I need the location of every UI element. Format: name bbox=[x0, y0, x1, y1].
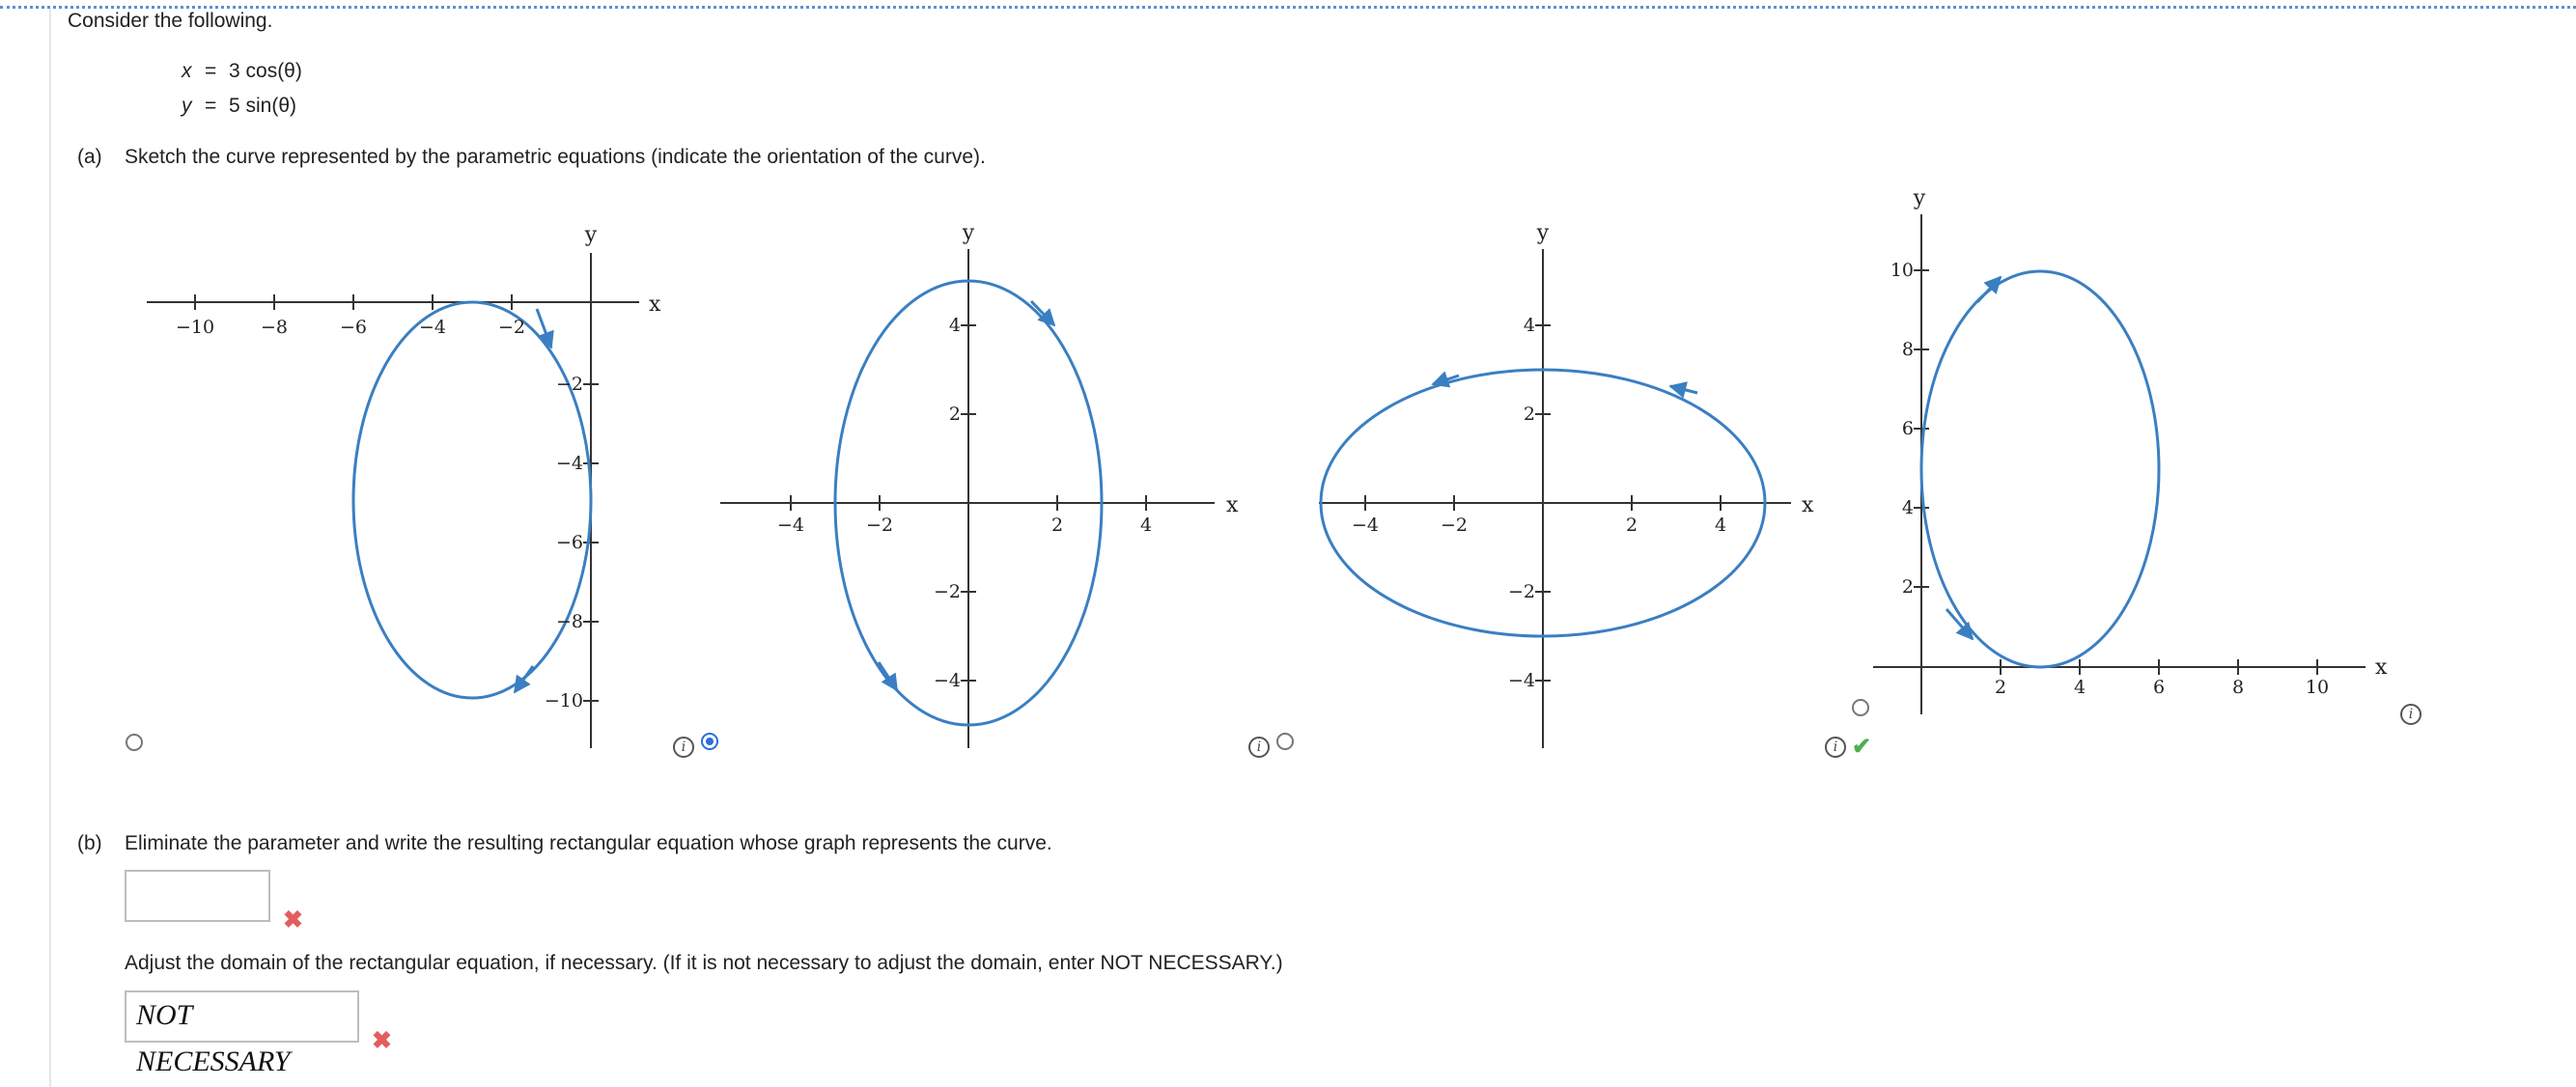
choice-2-radio[interactable] bbox=[701, 733, 718, 750]
choice-4-radio[interactable] bbox=[1852, 699, 1869, 716]
graph1-orientation-arrow bbox=[515, 666, 533, 692]
correct-check-icon: ✔ bbox=[1852, 734, 1872, 760]
graph3-xtick: −2 bbox=[1440, 515, 1469, 536]
graph3-ytick: −4 bbox=[1507, 670, 1535, 691]
rectangular-equation-input[interactable] bbox=[125, 870, 270, 922]
graph3-ytick: 4 bbox=[1523, 315, 1535, 336]
graph3-ytick: −2 bbox=[1507, 581, 1535, 602]
graph4-xtick: 6 bbox=[2152, 677, 2166, 698]
choice-3-info-icon[interactable]: i bbox=[1825, 737, 1846, 758]
graph4-ytick: 2 bbox=[1901, 576, 1914, 598]
choice-2-info-icon[interactable]: i bbox=[1248, 737, 1270, 758]
graph1-xtick: −6 bbox=[339, 317, 368, 338]
eq-y-equals: = bbox=[205, 95, 217, 117]
graph1-ticks bbox=[195, 294, 599, 701]
graph4-ytick: 8 bbox=[1901, 339, 1914, 360]
graph4-y-label: y bbox=[1913, 186, 1926, 210]
domain-input[interactable]: NOT NECESSARY bbox=[125, 990, 359, 1043]
graph3-x-label: x bbox=[1802, 493, 1814, 517]
graph4-xtick: 8 bbox=[2231, 677, 2245, 698]
graph4-xtick: 4 bbox=[2073, 677, 2086, 698]
prompt-text: Consider the following. bbox=[68, 10, 273, 32]
graph4-ticks bbox=[1914, 270, 2317, 675]
graph2-ytick: −2 bbox=[933, 581, 961, 602]
graph4-orientation-arrow bbox=[1977, 277, 2001, 302]
graph3-y-label: y bbox=[1536, 221, 1550, 245]
graph2-x-label: x bbox=[1226, 493, 1239, 517]
graph1-y-label: y bbox=[584, 223, 598, 247]
graph4-ytick: 10 bbox=[1890, 260, 1914, 281]
graph1-xtick: −2 bbox=[497, 317, 526, 338]
eq-y-lhs: y bbox=[182, 95, 192, 117]
incorrect-cross-icon: ✖ bbox=[372, 1027, 392, 1054]
graph1-xtick: −8 bbox=[260, 317, 289, 338]
graph2-xtick: −2 bbox=[865, 515, 894, 536]
choice-3-radio[interactable] bbox=[1276, 733, 1294, 750]
graph4-ytick: 6 bbox=[1901, 418, 1914, 439]
graph2-orientation-arrow bbox=[879, 662, 897, 690]
graph2-orientation-arrow bbox=[1031, 301, 1054, 325]
choice-1-info-icon[interactable]: i bbox=[673, 737, 694, 758]
graph2-ytick: −4 bbox=[933, 670, 961, 691]
graph1-ytick: −2 bbox=[555, 374, 583, 395]
graph1-xtick: −10 bbox=[175, 317, 215, 338]
part-a-label: (a) bbox=[77, 146, 102, 168]
graph3-ytick: 2 bbox=[1523, 404, 1535, 425]
graph4-xtick: 10 bbox=[2305, 677, 2330, 698]
eq-x-lhs: x bbox=[182, 60, 192, 82]
graph1-ytick: −4 bbox=[555, 453, 583, 474]
part-b-label: (b) bbox=[77, 832, 102, 854]
eq-x-equals: = bbox=[205, 60, 217, 82]
eq-y-rhs: 5 sin(θ) bbox=[229, 95, 297, 117]
graph2-xtick: −4 bbox=[776, 515, 805, 536]
graph4-ytick: 4 bbox=[1901, 497, 1914, 518]
graph1-curve bbox=[353, 302, 591, 698]
graph3-orientation-arrow bbox=[1670, 386, 1697, 393]
graph1-ytick: −8 bbox=[555, 611, 583, 632]
graph1-ytick: −6 bbox=[555, 532, 583, 553]
graph2-ytick: 4 bbox=[948, 315, 961, 336]
graph4-xtick: 2 bbox=[1994, 677, 2007, 698]
domain-instruction-text: Adjust the domain of the rectangular equation, if necessary. (If it is not necessary to adjust the domain, enter NOT NECESSARY.) bbox=[125, 952, 1283, 974]
graph2-ytick: 2 bbox=[948, 404, 961, 425]
graph2-xtick: 4 bbox=[1139, 515, 1153, 536]
part-a-text: Sketch the curve represented by the parametric equations (indicate the orientation of the curve). bbox=[125, 146, 986, 168]
graph3-xtick: −4 bbox=[1351, 515, 1380, 536]
graph1-ytick: −10 bbox=[544, 690, 583, 711]
graph1-x-label: x bbox=[649, 293, 661, 317]
graph1-xtick: −4 bbox=[418, 317, 447, 338]
incorrect-cross-icon: ✖ bbox=[283, 906, 303, 934]
graph3-xtick: 2 bbox=[1625, 515, 1638, 536]
graph2-xtick: 2 bbox=[1050, 515, 1064, 536]
part-b-text: Eliminate the parameter and write the resulting rectangular equation whose graph represents the curve. bbox=[125, 832, 1052, 854]
graph2-y-label: y bbox=[962, 221, 975, 245]
graph3-xtick: 4 bbox=[1714, 515, 1727, 536]
choice-1-radio[interactable] bbox=[126, 734, 143, 751]
choice-4-info-icon[interactable]: i bbox=[2400, 704, 2422, 725]
eq-x-rhs: 3 cos(θ) bbox=[229, 60, 302, 82]
graph4-x-label: x bbox=[2375, 655, 2388, 680]
graph4-curve bbox=[1921, 271, 2159, 667]
